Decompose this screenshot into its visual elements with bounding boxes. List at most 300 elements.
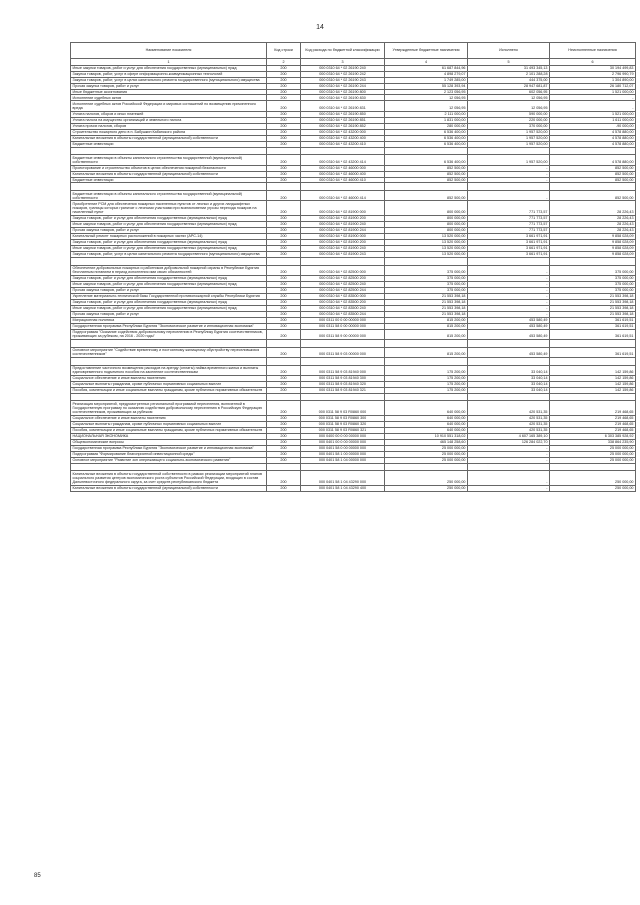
row-executed: 126 284 022,70	[468, 439, 550, 445]
row-executed: 420 531,35	[468, 401, 550, 415]
row-executed: -	[468, 457, 550, 463]
row-name: Государственная программа Республики Бурятия "Экономическое развитие и инновационная экономика"	[71, 445, 267, 451]
row-approved: 6 536 400,00	[385, 141, 468, 147]
row-line-code: 200	[267, 439, 301, 445]
row-approved: 13 520 000,00	[385, 233, 468, 239]
row-line-code: 200	[267, 275, 301, 281]
row-approved: 2 111 000,00	[385, 111, 468, 117]
row-name: Закупка товаров, работ, услуг в целях капитального ремонта государственного (муниципального) имущества	[71, 77, 267, 83]
row-unexecuted: 25 000 000,00	[550, 457, 636, 463]
row-executed: -	[468, 265, 550, 275]
row-classification-code	[301, 147, 385, 155]
row-unexecuted: 9 858 028,09	[550, 251, 636, 257]
row-unexecuted: 25 000 000,00	[550, 451, 636, 457]
row-line-code: 200	[267, 415, 301, 421]
row-unexecuted: 28 226,43	[550, 227, 636, 233]
table-row	[71, 101, 636, 111]
row-unexecuted: 1 521 000,00	[550, 111, 636, 117]
table-row	[71, 365, 636, 375]
row-classification-code: 000 0310 64 * 02 82500 200	[301, 275, 385, 281]
row-approved: 175 200,00	[385, 375, 468, 381]
row-approved: 61 687 844,96	[385, 65, 468, 71]
row-classification-code: 000 0311 58 9 03 R0860 320	[301, 421, 385, 427]
row-name: Социальное обеспечение и иные выплаты населению	[71, 375, 267, 381]
row-line-code	[267, 357, 301, 365]
row-line-code: 200	[267, 95, 301, 101]
row-line-code: 200	[267, 265, 301, 275]
table-row	[71, 265, 636, 275]
header-approved: Утвержденные бюджетные назначения	[385, 43, 468, 59]
table-row	[71, 393, 636, 401]
row-approved: 12 056,95	[385, 95, 468, 101]
row-executed: 453 580,49	[468, 347, 550, 357]
column-number-row	[71, 58, 636, 65]
row-name: Закупка товаров, работ и услуг для обеспечения государственных (муниципальных) нужд	[71, 275, 267, 281]
row-executed: -	[468, 471, 550, 485]
row-classification-code: 000 0401 58 0 00 00000 000	[301, 445, 385, 451]
row-line-code: 200	[267, 347, 301, 357]
row-executed: 3 661 971,91	[468, 233, 550, 239]
row-executed	[468, 147, 550, 155]
row-name	[71, 463, 267, 471]
footer-page-number: 85	[34, 873, 41, 879]
header-classification-code: Код расхода по бюджетной классификации	[301, 43, 385, 59]
table-row	[71, 463, 636, 471]
row-approved: 800 000,00	[385, 227, 468, 233]
row-line-code: 200	[267, 305, 301, 311]
row-line-code	[267, 463, 301, 471]
row-name: Уплата налога на имущество организаций и земельного налога	[71, 117, 267, 123]
table-row	[71, 191, 636, 201]
row-name: Закупка товаров, работ, услуг в сфере информационно-коммуникационных технологий	[71, 71, 267, 77]
row-classification-code: 000 0310 64 * 02 81900 200	[301, 215, 385, 221]
table-body	[71, 65, 636, 491]
row-line-code: 200	[267, 287, 301, 293]
row-name: Пособия, компенсации и иные социальные выплаты гражданам, кроме публичных нормативных обязательств	[71, 387, 267, 393]
row-name: Бюджетные инвестиции	[71, 141, 267, 147]
row-classification-code: 000 0400 00 0 00 00000 000	[301, 433, 385, 439]
row-executed: 3 661 971,91	[468, 245, 550, 251]
row-executed: 602 056,95	[468, 89, 550, 95]
row-name	[71, 147, 267, 155]
row-classification-code: 000 0401 58 1 04 43290 000	[301, 471, 385, 485]
row-line-code: 200	[267, 401, 301, 415]
row-approved	[385, 463, 468, 471]
budget-execution-table	[70, 42, 636, 492]
row-approved: 465 148 258,60	[385, 439, 468, 445]
row-name: Реализация мероприятий, предусмотренных региональной программой переселения, включенной в Государственную программу по оказанию содействия добровольному переселению в Российскую Федерацию соотечественников, проживающих за рубежом	[71, 401, 267, 415]
row-approved: 852 500,00	[385, 177, 468, 183]
row-classification-code: 000 0311 58 9 03 R0860 321	[301, 427, 385, 433]
row-name: Уплата прочих налогов, сборов	[71, 123, 267, 129]
row-unexecuted: 21 553 398,18	[550, 293, 636, 299]
header-line-code: Код строки	[267, 43, 301, 59]
row-classification-code: 000 0401 00 0 00 00000 000	[301, 439, 385, 445]
row-classification-code: 000 0310 64 * 02 46000 410	[301, 177, 385, 183]
row-line-code: 200	[267, 427, 301, 433]
row-classification-code: 000 0310 64 * 02 81900 000	[301, 201, 385, 215]
row-unexecuted: 338 864 235,90	[550, 439, 636, 445]
row-line-code: 200	[267, 387, 301, 393]
row-line-code: 200	[267, 323, 301, 329]
row-unexecuted: 26 180 712,07	[550, 83, 636, 89]
row-approved: 175 200,00	[385, 365, 468, 375]
row-classification-code: 000 0311 58 9 03 81940 000	[301, 365, 385, 375]
row-approved: 375 000,00	[385, 281, 468, 287]
column-number: 5	[468, 58, 550, 65]
row-classification-code: 000 0310 64 * 02 26190 830	[301, 95, 385, 101]
row-unexecuted: 361 619,51	[550, 317, 636, 323]
row-approved	[385, 257, 468, 265]
row-unexecuted: 1 611 000,00	[550, 117, 636, 123]
row-executed: -	[468, 191, 550, 201]
row-line-code: 200	[267, 165, 301, 171]
row-unexecuted: 852 500,00	[550, 171, 636, 177]
table-row	[71, 471, 636, 485]
row-name: Основное мероприятие "Содействие временному и постоянному жилищному обустройству переселившихся соотечественников"	[71, 347, 267, 357]
row-classification-code	[301, 357, 385, 365]
row-approved: 1 749 285,00	[385, 77, 468, 83]
row-classification-code: 000 0311 58 0 00 00000 000	[301, 323, 385, 329]
row-executed: -	[468, 177, 550, 183]
row-unexecuted: 4 578 880,00	[550, 141, 636, 147]
row-classification-code: 000 0310 64 * 02 26190 851	[301, 117, 385, 123]
row-executed: 220 000,00	[468, 117, 550, 123]
row-approved: 10 910 551 318,02	[385, 433, 468, 439]
row-classification-code	[301, 393, 385, 401]
row-classification-code: 000 0310 64 * 02 26190 850	[301, 111, 385, 117]
row-name: Иные закупки товаров, работ и услуг для обеспечения государственных (муниципальных) нужд	[71, 245, 267, 251]
row-line-code: 200	[267, 233, 301, 239]
row-executed: 1 957 520,00	[468, 129, 550, 135]
row-executed: -	[468, 311, 550, 317]
row-executed: 444 375,00	[468, 77, 550, 83]
row-line-code: 200	[267, 191, 301, 201]
row-line-code: 200	[267, 117, 301, 123]
row-name: Проектирование и строительство объектов в целях обеспечения пожарной безопасности	[71, 165, 267, 171]
table-row	[71, 257, 636, 265]
row-classification-code: 000 0401 58 1 04 00000 000	[301, 457, 385, 463]
row-unexecuted: 21 553 398,18	[550, 305, 636, 311]
row-unexecuted: 1 521 000,00	[550, 89, 636, 95]
row-classification-code: 000 0310 64 * 02 83500 244	[301, 311, 385, 317]
row-name: Закупка товаров, работ, услуг в целях капитального ремонта государственного (муниципального) имущества	[71, 251, 267, 257]
row-executed: 420 531,35	[468, 421, 550, 427]
row-unexecuted: 142 159,86	[550, 365, 636, 375]
row-approved: 25 000 000,00	[385, 451, 468, 457]
row-executed: -	[468, 299, 550, 305]
row-unexecuted	[550, 339, 636, 347]
row-name: Укрепление материально-технической базы Государственной противопожарной службы Республики Бурятия	[71, 293, 267, 299]
header-unexecuted: Неисполненные назначения	[550, 43, 636, 59]
row-unexecuted: 142 159,86	[550, 381, 636, 387]
row-approved: 25 000 000,00	[385, 445, 468, 451]
row-unexecuted: 9 858 028,09	[550, 239, 636, 245]
row-name: Капитальные вложения в объекты государственной собственности в рамках реализации мероприятий планов социального развития центров экономического роста субъектов Российской Федерации, входящих в состав Дальневосточного федерального округа, за счет средств республиканского бюджета	[71, 471, 267, 485]
row-name: Строительство пожарного депо в п. Бабушкин Кабанского района	[71, 129, 267, 135]
row-line-code: 200	[267, 485, 301, 491]
row-line-code: 200	[267, 445, 301, 451]
row-name: Предоставление частичного возмещения расходов на аренду (оплаты) найма временного жилья и выплаты единовременного подъемного пособия на заселение соотечественникам	[71, 365, 267, 375]
row-name: Социальные выплаты гражданам, кроме публичных нормативных социальных выплат	[71, 381, 267, 387]
row-unexecuted: 375 000,00	[550, 281, 636, 287]
row-unexecuted: 2 796 990,79	[550, 71, 636, 77]
row-unexecuted: 852 500,00	[550, 191, 636, 201]
row-approved	[385, 393, 468, 401]
row-approved: 21 553 398,18	[385, 305, 468, 311]
row-classification-code: 000 0310 64 * 02 43200 414	[301, 155, 385, 165]
row-name: Общеэкономические вопросы	[71, 439, 267, 445]
row-executed: 771 773,57	[468, 221, 550, 227]
row-unexecuted	[550, 357, 636, 365]
row-unexecuted: 375 000,00	[550, 265, 636, 275]
column-number: 2	[267, 58, 301, 65]
row-executed: -	[468, 293, 550, 299]
row-executed: -	[468, 165, 550, 171]
row-unexecuted: 361 619,51	[550, 329, 636, 339]
row-name	[71, 339, 267, 347]
row-line-code: 200	[267, 433, 301, 439]
row-name: Подпрограмма "Оказание содействия добровольному переселению в Республику Бурятия соотечественников, проживающих за рубежом, на 2016 - 2020 годы"	[71, 329, 267, 339]
row-name: Миграционная политика	[71, 317, 267, 323]
row-line-code	[267, 183, 301, 191]
row-approved: 13 520 000,00	[385, 239, 468, 245]
row-executed: -	[468, 445, 550, 451]
row-classification-code: 000 0310 64 * 02 82500 240	[301, 281, 385, 287]
row-unexecuted: 852 500,00	[550, 165, 636, 171]
row-executed: 771 773,57	[468, 201, 550, 215]
row-executed: 12 056,95	[468, 101, 550, 111]
row-approved: 375 000,00	[385, 265, 468, 275]
row-approved: 640 000,00	[385, 415, 468, 421]
row-approved: 2 123 056,95	[385, 89, 468, 95]
row-unexecuted: 9 858 028,09	[550, 245, 636, 251]
row-classification-code: 000 0310 64 * 02 26190 240	[301, 65, 385, 71]
row-line-code: 200	[267, 471, 301, 485]
row-unexecuted: 142 159,86	[550, 375, 636, 381]
row-approved: 175 200,00	[385, 387, 468, 393]
row-approved: 6 536 400,00	[385, 135, 468, 141]
row-approved: 815 200,00	[385, 347, 468, 357]
row-line-code: 200	[267, 421, 301, 427]
row-unexecuted: 4 578 880,00	[550, 129, 636, 135]
row-executed	[468, 357, 550, 365]
row-approved: 815 200,00	[385, 329, 468, 339]
row-line-code: 200	[267, 101, 301, 111]
row-name	[71, 393, 267, 401]
row-executed: 420 531,35	[468, 427, 550, 433]
row-unexecuted: 25 000 000,00	[550, 445, 636, 451]
row-line-code: 200	[267, 317, 301, 323]
row-executed	[468, 463, 550, 471]
row-line-code: 200	[267, 311, 301, 317]
row-classification-code: 000 0310 64 * 02 81900 000	[301, 233, 385, 239]
row-line-code: 200	[267, 177, 301, 183]
header-executed: Исполнено	[468, 43, 550, 59]
row-approved: 55 128 393,94	[385, 83, 468, 89]
row-name: Прочая закупка товаров, работ и услуг	[71, 287, 267, 293]
row-classification-code: 000 0310 64 * 02 81900 240	[301, 245, 385, 251]
row-approved: 852 500,00	[385, 171, 468, 177]
row-classification-code: 000 0310 64 * 02 26190 831	[301, 101, 385, 111]
row-classification-code: 000 0310 64 * 02 26190 242	[301, 71, 385, 77]
row-line-code: 200	[267, 381, 301, 387]
row-line-code: 200	[267, 245, 301, 251]
row-line-code: 200	[267, 215, 301, 221]
row-unexecuted: 219 468,65	[550, 427, 636, 433]
row-executed	[468, 183, 550, 191]
table-row	[71, 339, 636, 347]
row-executed: 590 000,00	[468, 111, 550, 117]
row-line-code	[267, 257, 301, 265]
row-approved: 815 200,00	[385, 317, 468, 323]
table-row	[71, 147, 636, 155]
row-approved: 175 200,00	[385, 381, 468, 387]
row-executed: 28 947 681,87	[468, 83, 550, 89]
row-approved	[385, 339, 468, 347]
row-unexecuted: 852 500,00	[550, 177, 636, 183]
row-name: Капитальные вложения в объекты государственной (муниципальной) собственности	[71, 485, 267, 491]
row-unexecuted: 250 000,00	[550, 471, 636, 485]
row-classification-code: 000 0311 58 9 03 R0860 000	[301, 401, 385, 415]
row-executed: 1 957 520,00	[468, 141, 550, 147]
row-executed: 4 607 165 389,10	[468, 433, 550, 439]
row-line-code: 200	[267, 155, 301, 165]
row-classification-code: 000 0310 64 * 02 26190 243	[301, 77, 385, 83]
row-unexecuted: 6 303 385 928,92	[550, 433, 636, 439]
row-line-code: 200	[267, 111, 301, 117]
row-approved: 6 536 400,00	[385, 129, 468, 135]
row-unexecuted: 250 000,00	[550, 485, 636, 491]
row-classification-code: 000 0310 64 * 02 43200 400	[301, 135, 385, 141]
row-classification-code: 000 0311 58 9 03 81940 320	[301, 381, 385, 387]
row-executed: 771 773,57	[468, 215, 550, 221]
row-classification-code: 000 0310 64 * 02 81900 243	[301, 251, 385, 257]
row-executed: -	[468, 275, 550, 281]
row-classification-code: 000 0401 58 1 04 43290 400	[301, 485, 385, 491]
row-name	[71, 183, 267, 191]
row-classification-code: 000 0310 64 * 02 81900 200	[301, 239, 385, 245]
page-number: 14	[316, 24, 324, 31]
row-executed: -	[468, 171, 550, 177]
row-line-code: 200	[267, 201, 301, 215]
column-number: 4	[385, 58, 468, 65]
row-classification-code: 000 0311 58 9 03 00000 000	[301, 347, 385, 357]
row-line-code: 200	[267, 375, 301, 381]
row-approved: 852 500,00	[385, 165, 468, 171]
row-executed: -	[468, 305, 550, 311]
row-name: Капитальные вложения в объекты государственной (муниципальной) собственности	[71, 135, 267, 141]
row-classification-code: 000 0311 58 9 00 00000 000	[301, 329, 385, 339]
row-line-code: 200	[267, 83, 301, 89]
row-classification-code: 000 0310 64 * 02 83500 240	[301, 305, 385, 311]
row-approved: 800 000,00	[385, 215, 468, 221]
row-name: Исполнение судебных актов Российской Федерации и мировых соглашений по возмещению причиненного вреда	[71, 101, 267, 111]
row-classification-code: 000 0311 00 0 00 00000 000	[301, 317, 385, 323]
row-unexecuted	[550, 393, 636, 401]
column-number: 3	[301, 58, 385, 65]
row-approved: 852 500,00	[385, 191, 468, 201]
row-name: Социальные выплаты гражданам, кроме публичных нормативных социальных выплат	[71, 421, 267, 427]
row-executed: 453 580,49	[468, 323, 550, 329]
row-line-code	[267, 393, 301, 401]
row-unexecuted: 4 578 880,00	[550, 135, 636, 141]
row-name: Пособия, компенсации и иные социальные выплаты гражданам, кроме публичных нормативных обязательств	[71, 427, 267, 433]
row-name: Иные бюджетные ассигнования	[71, 89, 267, 95]
row-executed: -	[468, 281, 550, 287]
table-row	[71, 155, 636, 165]
row-approved: 25 000 000,00	[385, 457, 468, 463]
row-approved: 375 000,00	[385, 275, 468, 281]
table-row	[71, 183, 636, 191]
row-approved: 250 000,00	[385, 485, 468, 491]
row-name: Обеспечение добровольных пожарных и работников добровольной пожарной охраны в Республике Бурятия бесплатным питанием в период исполнения ими своих обязанностей	[71, 265, 267, 275]
row-executed: 31 493 345,13	[468, 65, 550, 71]
row-executed	[468, 393, 550, 401]
row-classification-code: 000 0310 64 * 02 43200 410	[301, 141, 385, 147]
row-approved: 375 000,00	[385, 287, 468, 293]
row-classification-code: 000 0310 64 * 02 46000 000	[301, 165, 385, 171]
row-unexecuted: 361 619,51	[550, 323, 636, 329]
row-line-code: 200	[267, 281, 301, 287]
row-unexecuted: -90 000,00	[550, 123, 636, 129]
row-line-code	[267, 339, 301, 347]
row-approved: 13 520 000,00	[385, 245, 468, 251]
row-classification-code: 000 0310 64 * 02 26190 852	[301, 123, 385, 129]
table-row	[71, 485, 636, 491]
row-unexecuted: -	[550, 101, 636, 111]
row-unexecuted	[550, 257, 636, 265]
table-row	[71, 401, 636, 415]
row-name: Иные закупки товаров, работ и услуг для обеспечения государственных (муниципальных) нужд	[71, 221, 267, 227]
row-unexecuted: 21 553 398,18	[550, 311, 636, 317]
row-name: Закупка товаров, работ и услуг для обеспечения государственных (муниципальных) нужд	[71, 239, 267, 245]
row-line-code: 200	[267, 457, 301, 463]
row-approved	[385, 357, 468, 365]
row-approved	[385, 183, 468, 191]
row-unexecuted	[550, 463, 636, 471]
row-approved: 800 000,00	[385, 221, 468, 227]
row-classification-code	[301, 183, 385, 191]
row-line-code	[267, 147, 301, 155]
row-unexecuted	[550, 183, 636, 191]
row-executed	[468, 257, 550, 265]
row-name: Подпрограмма "Формирование благоприятной инвестиционной среды"	[71, 451, 267, 457]
header-indicator-name: Наименование показателя	[71, 43, 267, 59]
row-name: Бюджетные инвестиции в объекты капитального строительства государственной (муниципальной) собственности	[71, 191, 267, 201]
row-unexecuted: 375 000,00	[550, 287, 636, 293]
row-line-code: 200	[267, 251, 301, 257]
row-classification-code: 000 0310 64 * 02 43200 000	[301, 129, 385, 135]
row-executed: 420 531,35	[468, 415, 550, 421]
row-line-code: 200	[267, 451, 301, 457]
row-executed: 771 773,57	[468, 227, 550, 233]
row-unexecuted: 375 000,00	[550, 275, 636, 281]
row-name: Иные закупки товаров, работ и услуг для обеспечения государственных (муниципальных) нужд	[71, 65, 267, 71]
row-name: Прочая закупка товаров, работ и услуг	[71, 227, 267, 233]
row-approved: 250 000,00	[385, 471, 468, 485]
table-row	[71, 329, 636, 339]
table-row	[71, 347, 636, 357]
row-executed: -	[468, 287, 550, 293]
row-classification-code: 000 0310 64 * 02 46000 400	[301, 171, 385, 177]
row-name: Закупка товаров, работ и услуг для обеспечения государственных (муниципальных) нужд	[71, 299, 267, 305]
row-unexecuted: 28 226,43	[550, 201, 636, 215]
row-line-code: 200	[267, 135, 301, 141]
row-classification-code: 000 0311 58 9 03 R0860 300	[301, 415, 385, 421]
row-executed: -	[468, 451, 550, 457]
row-line-code: 200	[267, 171, 301, 177]
